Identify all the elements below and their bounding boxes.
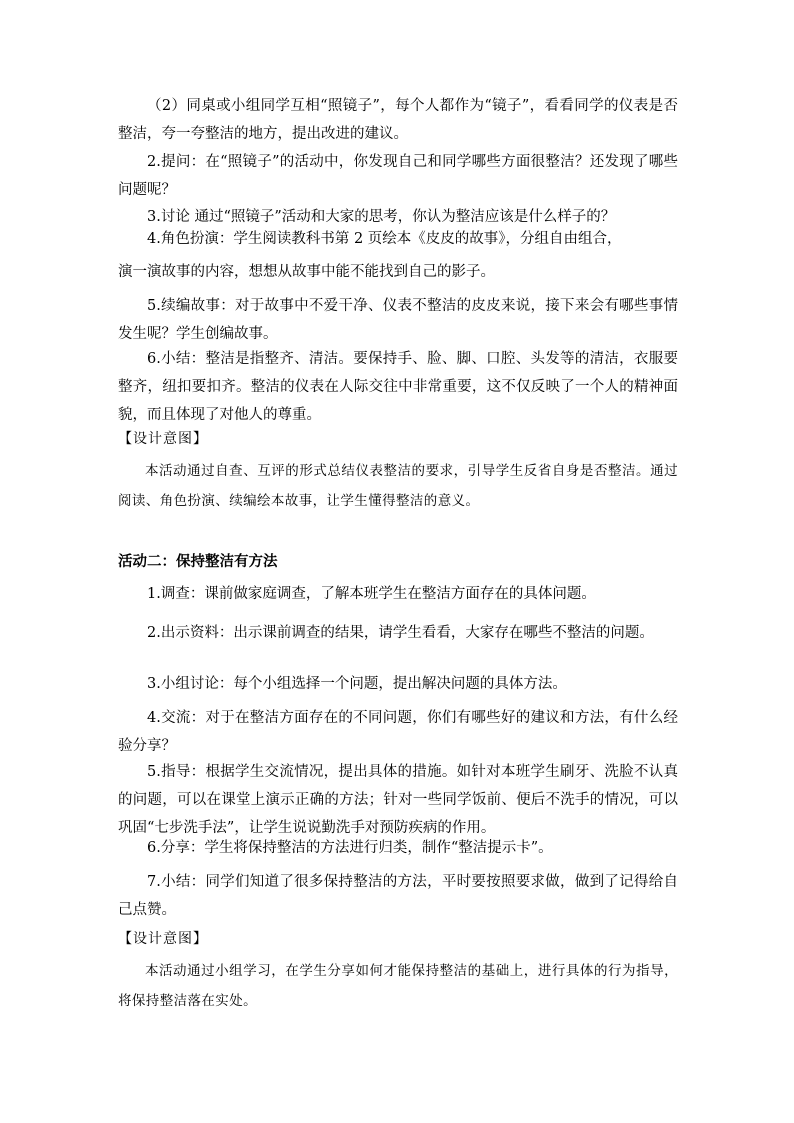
design-intent-label-2: 【设计意图】 bbox=[118, 931, 208, 947]
paragraph-conclusion: 7.小结：同学们知道了很多保持整洁的方法，平时要按照要求做，做到了记得给自己点赞。 bbox=[118, 874, 678, 918]
paragraph-survey: 1.调查：课前做家庭调查，了解本班学生在整洁方面存在的具体问题。 bbox=[147, 586, 596, 602]
design-intent-label: 【设计意图】 bbox=[118, 431, 208, 447]
paragraph-summary: 6.小结：整洁是指整齐、清洁。要保持手、脸、脚、口腔、头发等的清洁，衣服要整齐，纽扣要扣齐。整洁的仪表在人际交往中非常重要，这不仅反映了一个人的精神面貌，而且体现了对他人的尊重。 bbox=[118, 351, 678, 423]
activity-two-heading: 活动二：保持整洁有方法 bbox=[118, 554, 278, 570]
paragraph-roleplay-continued: 演一演故事的内容，想想从故事中能不能找到自己的影子。 bbox=[118, 264, 495, 280]
paragraph-exchange: 4.交流：对于在整洁方面存在的不同问题，你们有哪些好的建议和方法，有什么经验分享？ bbox=[118, 710, 678, 754]
paragraph-discussion: 3.讨论 通过“照镜子”活动和大家的思考，你认为整洁应该是什么样子的？ bbox=[147, 209, 616, 225]
paragraph-question: 2.提问：在“照镜子”的活动中，你发现自己和同学哪些方面很整洁？还发现了哪些问题呢？ bbox=[118, 154, 678, 198]
paragraph-roleplay: 4.角色扮演：学生阅读教科书第 2 页绘本《皮皮的故事》，分组自由组合， bbox=[147, 231, 622, 247]
design-intent-text: 本活动通过自查、互评的形式总结仪表整洁的要求，引导学生反省自身是否整洁。通过阅读、角色扮演、续编绘本故事，让学生懂得整洁的意义。 bbox=[118, 463, 678, 509]
paragraph-guidance: 5.指导：根据学生交流情况，提出具体的措施。如针对本班学生刷牙、洗脸不认真的问题，可以在课堂上演示正确的方法；针对一些同学饭前、便后不洗手的情况，可以巩固“七步洗手法”，让学生说说勤洗手对预防疾病的作用。 bbox=[118, 764, 678, 836]
paragraph-mirror-activity: （2）同桌或小组同学互相“照镜子”，每个人都作为“镜子”，看看同学的仪表是否整洁，夸一夸整洁的地方，提出改进的建议。 bbox=[118, 98, 678, 142]
design-intent-text-2: 本活动通过小组学习，在学生分享如何才能保持整洁的基础上，进行具体的行为指导，将保持整洁落在实处。 bbox=[118, 963, 678, 1009]
paragraph-share: 6.分享：学生将保持整洁的方法进行归类，制作“整洁提示卡”。 bbox=[147, 840, 553, 856]
paragraph-continue-story: 5.续编故事：对于故事中不爱干净、仪表不整洁的皮皮来说，接下来会有哪些事情发生呢？学生创编故事。 bbox=[118, 298, 678, 342]
paragraph-group-discussion: 3.小组讨论：每个小组选择一个问题，提出解决问题的具体方法。 bbox=[147, 676, 567, 692]
paragraph-show-materials: 2.出示资料：出示课前调查的结果，请学生看看，大家存在哪些不整洁的问题。 bbox=[147, 625, 654, 641]
